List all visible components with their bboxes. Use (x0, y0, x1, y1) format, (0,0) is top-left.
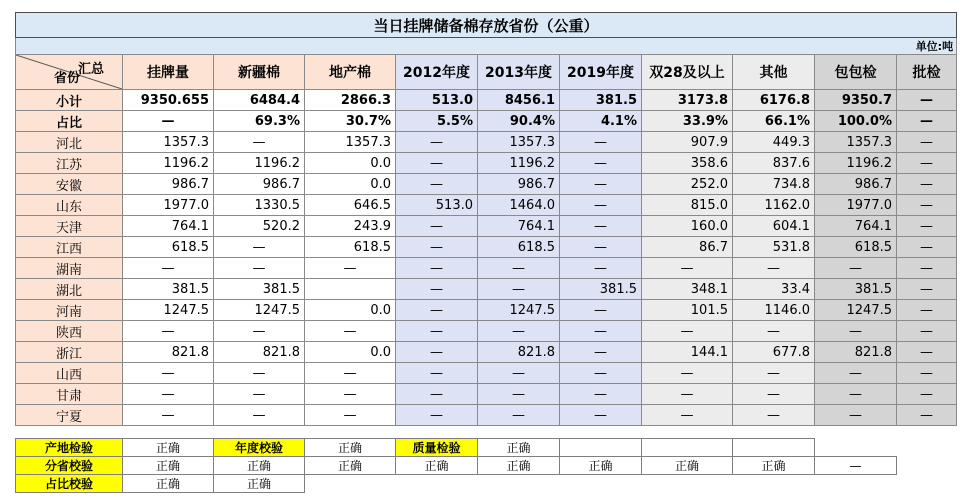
cell-listed: 1977.0 (123, 195, 214, 216)
cell-batch-check: — (897, 384, 957, 405)
row-label: 江西 (16, 237, 123, 258)
cell-batch-check: — (897, 216, 957, 237)
cell-bale-check: 986.7 (815, 174, 897, 195)
cell-xinjiang: — (214, 363, 305, 384)
col-header-xinjiang: 新疆棉 (214, 55, 305, 90)
cell-2012: — (396, 216, 478, 237)
row-label: 湖北 (16, 279, 123, 300)
cell-2019: — (560, 237, 642, 258)
cell-double28: 86.7 (642, 237, 733, 258)
cell-xinjiang: — (214, 132, 305, 153)
table-row (16, 153, 957, 174)
cell-batch-check: — (897, 321, 957, 342)
cell-xinjiang: — (214, 237, 305, 258)
origin-check-value: 正确 (123, 439, 214, 457)
subtotal-row (16, 90, 957, 111)
cell-2012: — (396, 237, 478, 258)
cell-2013: — (478, 405, 560, 426)
cell-listed: 986.7 (123, 174, 214, 195)
cell-xinjiang: — (214, 321, 305, 342)
cell-2012: — (396, 279, 478, 300)
cell-2019: 381.5 (560, 90, 642, 111)
cell-double28: 160.0 (642, 216, 733, 237)
row-label: 山东 (16, 195, 123, 216)
cell-2019: — (560, 174, 642, 195)
row-label: 安徽 (16, 174, 123, 195)
cell-listed: 1196.2 (123, 153, 214, 174)
cell-xinjiang: 6484.4 (214, 90, 305, 111)
province-check-value: 正确 (733, 457, 815, 475)
province-check-value: — (815, 457, 897, 475)
cell-bale-check: — (815, 405, 897, 426)
table-row (16, 174, 957, 195)
cell-batch-check: — (897, 237, 957, 258)
cell-2019: — (560, 195, 642, 216)
cell-local: — (305, 384, 396, 405)
cell-bale-check: 381.5 (815, 279, 897, 300)
table-title: 当日挂牌储备棉存放省份（公重） (16, 13, 957, 38)
cell-batch-check: — (897, 90, 957, 111)
cell-double28: 33.9% (642, 111, 733, 132)
cell-other: 1146.0 (733, 300, 815, 321)
cell-bale-check: 821.8 (815, 342, 897, 363)
row-label: 河南 (16, 300, 123, 321)
table-row (16, 300, 957, 321)
col-header-local: 地产棉 (305, 55, 396, 90)
cell-listed: — (123, 321, 214, 342)
cell-2012: — (396, 300, 478, 321)
cell-local: 0.0 (305, 174, 396, 195)
row-label: 山西 (16, 363, 123, 384)
cell-bale-check: 764.1 (815, 216, 897, 237)
corner-top-label: 汇总 (77, 62, 104, 77)
cell-2013: 764.1 (478, 216, 560, 237)
cell-2013: — (478, 363, 560, 384)
origin-check-label: 产地检验 (16, 439, 123, 457)
col-header-2013: 2013年度 (478, 55, 560, 90)
check-empty-cell (642, 439, 733, 457)
cell-batch-check: — (897, 300, 957, 321)
row-label: 天津 (16, 216, 123, 237)
cell-batch-check: — (897, 258, 957, 279)
cell-xinjiang: 821.8 (214, 342, 305, 363)
cell-local: 30.7% (305, 111, 396, 132)
cell-double28: 348.1 (642, 279, 733, 300)
table-row (16, 258, 957, 279)
cell-local: — (305, 363, 396, 384)
cell-double28: — (642, 405, 733, 426)
cell-listed: 381.5 (123, 279, 214, 300)
row-label: 浙江 (16, 342, 123, 363)
cell-listed: — (123, 363, 214, 384)
cell-local: 0.0 (305, 153, 396, 174)
cell-other: 837.6 (733, 153, 815, 174)
unit-label: 单位:吨 (16, 38, 957, 55)
province-check-value: 正确 (642, 457, 733, 475)
cell-2012: — (396, 384, 478, 405)
row-label: 占比 (16, 111, 123, 132)
cell-other: — (733, 321, 815, 342)
province-check-value: 正确 (560, 457, 642, 475)
cell-batch-check: — (897, 279, 957, 300)
col-header-double28: 双28及以上 (642, 55, 733, 90)
year-check-value: 正确 (305, 439, 396, 457)
cell-batch-check: — (897, 195, 957, 216)
cell-listed: — (123, 111, 214, 132)
cell-bale-check: 1196.2 (815, 153, 897, 174)
cell-2019: 381.5 (560, 279, 642, 300)
cell-xinjiang: 520.2 (214, 216, 305, 237)
cell-local: — (305, 405, 396, 426)
cell-local: 243.9 (305, 216, 396, 237)
cell-2019: — (560, 153, 642, 174)
cell-batch-check: — (897, 405, 957, 426)
cell-2019: — (560, 132, 642, 153)
cell-2019: — (560, 384, 642, 405)
cell-other: — (733, 384, 815, 405)
cell-2013: 8456.1 (478, 90, 560, 111)
cell-listed: 9350.655 (123, 90, 214, 111)
col-header-2019: 2019年度 (560, 55, 642, 90)
table-row (16, 384, 957, 405)
cell-local (305, 279, 396, 300)
row-label: 宁夏 (16, 405, 123, 426)
cell-2019: — (560, 300, 642, 321)
cell-2012: — (396, 174, 478, 195)
cell-other: 734.8 (733, 174, 815, 195)
province-check-value: 正确 (214, 457, 305, 475)
cell-listed: 821.8 (123, 342, 214, 363)
cell-batch-check: — (897, 132, 957, 153)
table-row (16, 342, 957, 363)
cell-other: 677.8 (733, 342, 815, 363)
cell-other: 66.1% (733, 111, 815, 132)
cell-xinjiang: 381.5 (214, 279, 305, 300)
cell-other: — (733, 258, 815, 279)
province-check-value: 正确 (478, 457, 560, 475)
cell-2013: 1357.3 (478, 132, 560, 153)
quality-check-value: 正确 (478, 439, 560, 457)
year-check-label: 年度校验 (214, 439, 305, 457)
cell-batch-check: — (897, 111, 957, 132)
cell-2012: — (396, 153, 478, 174)
table-row (16, 132, 957, 153)
cell-bale-check: 1247.5 (815, 300, 897, 321)
cell-2013: 821.8 (478, 342, 560, 363)
validation-table (15, 438, 957, 493)
cell-other: 33.4 (733, 279, 815, 300)
cell-bale-check: — (815, 258, 897, 279)
province-check-value: 正确 (305, 457, 396, 475)
cell-2019: — (560, 321, 642, 342)
col-header-batch-check: 批检 (897, 55, 957, 90)
cell-local: 0.0 (305, 300, 396, 321)
row-label: 湖南 (16, 258, 123, 279)
table-row (16, 195, 957, 216)
cell-listed: 1247.5 (123, 300, 214, 321)
cell-2019: — (560, 342, 642, 363)
cell-2012: — (396, 405, 478, 426)
cell-listed: 764.1 (123, 216, 214, 237)
cell-bale-check: 100.0% (815, 111, 897, 132)
check-empty-cell (560, 439, 642, 457)
ratio-row (16, 111, 957, 132)
cell-local: 1357.3 (305, 132, 396, 153)
table-row (16, 216, 957, 237)
table-row (16, 363, 957, 384)
cell-2013: — (478, 321, 560, 342)
cell-double28: 815.0 (642, 195, 733, 216)
cell-bale-check: 9350.7 (815, 90, 897, 111)
cell-batch-check: — (897, 174, 957, 195)
header-row (16, 55, 957, 90)
cell-other: — (733, 363, 815, 384)
cell-listed: — (123, 384, 214, 405)
cell-2019: — (560, 405, 642, 426)
cell-listed: 618.5 (123, 237, 214, 258)
province-check-label: 分省校验 (16, 457, 123, 475)
row-label: 江苏 (16, 153, 123, 174)
cell-2019: — (560, 258, 642, 279)
cell-bale-check: 618.5 (815, 237, 897, 258)
cell-2013: — (478, 258, 560, 279)
cell-2012: — (396, 342, 478, 363)
cell-2019: 4.1% (560, 111, 642, 132)
cell-2013: 1196.2 (478, 153, 560, 174)
cell-2013: — (478, 279, 560, 300)
cell-xinjiang: — (214, 405, 305, 426)
cell-2013: 618.5 (478, 237, 560, 258)
cell-xinjiang: 1247.5 (214, 300, 305, 321)
cell-double28: — (642, 363, 733, 384)
row-label: 甘肃 (16, 384, 123, 405)
col-header-other: 其他 (733, 55, 815, 90)
cell-2012: — (396, 321, 478, 342)
cell-2013: 1247.5 (478, 300, 560, 321)
col-header-bale-check: 包包检 (815, 55, 897, 90)
cell-2012: — (396, 363, 478, 384)
check-empty-cell (733, 439, 815, 457)
cell-listed: — (123, 405, 214, 426)
cell-other: 449.3 (733, 132, 815, 153)
cell-xinjiang: — (214, 384, 305, 405)
cell-2012: 513.0 (396, 90, 478, 111)
cell-xinjiang: 1330.5 (214, 195, 305, 216)
cell-double28: 252.0 (642, 174, 733, 195)
row-label: 陕西 (16, 321, 123, 342)
table-row (16, 321, 957, 342)
cell-other: 604.1 (733, 216, 815, 237)
table-row (16, 237, 957, 258)
cell-local: 646.5 (305, 195, 396, 216)
cell-local: 618.5 (305, 237, 396, 258)
cell-bale-check: 1977.0 (815, 195, 897, 216)
check-row-province (16, 457, 957, 475)
cell-listed: — (123, 258, 214, 279)
cell-other: 6176.8 (733, 90, 815, 111)
quality-check-label: 质量检验 (396, 439, 478, 457)
cell-double28: 144.1 (642, 342, 733, 363)
cell-double28: 358.6 (642, 153, 733, 174)
cell-local: — (305, 258, 396, 279)
cell-double28: — (642, 384, 733, 405)
corner-header (16, 55, 123, 90)
ratio-check-value: 正确 (123, 475, 214, 493)
col-header-2012: 2012年度 (396, 55, 478, 90)
cell-2012: — (396, 258, 478, 279)
row-label: 小计 (16, 90, 123, 111)
cell-2012: — (396, 132, 478, 153)
cell-local: 2866.3 (305, 90, 396, 111)
cell-2013: 90.4% (478, 111, 560, 132)
cell-2013: — (478, 384, 560, 405)
province-check-value: 正确 (123, 457, 214, 475)
province-check-value: 正确 (396, 457, 478, 475)
cell-xinjiang: 1196.2 (214, 153, 305, 174)
cell-other: 531.8 (733, 237, 815, 258)
cell-xinjiang: 986.7 (214, 174, 305, 195)
cell-2019: — (560, 216, 642, 237)
ratio-check-value: 正确 (214, 475, 305, 493)
cell-local: — (305, 321, 396, 342)
cell-bale-check: — (815, 363, 897, 384)
cell-other: — (733, 405, 815, 426)
cell-double28: 3173.8 (642, 90, 733, 111)
cell-2019: — (560, 363, 642, 384)
cell-2013: 1464.0 (478, 195, 560, 216)
cell-xinjiang: — (214, 258, 305, 279)
ratio-check-label: 占比校验 (16, 475, 123, 493)
cell-other: 1162.0 (733, 195, 815, 216)
cell-2012: 5.5% (396, 111, 478, 132)
cotton-storage-table (15, 12, 957, 426)
cell-bale-check: — (815, 321, 897, 342)
corner-bottom-label: 省份 (54, 71, 81, 86)
cell-2012: 513.0 (396, 195, 478, 216)
cell-bale-check: 1357.3 (815, 132, 897, 153)
cell-double28: 101.5 (642, 300, 733, 321)
col-header-listed: 挂牌量 (123, 55, 214, 90)
cell-2013: 986.7 (478, 174, 560, 195)
cell-double28: — (642, 321, 733, 342)
cell-xinjiang: 69.3% (214, 111, 305, 132)
table-row (16, 405, 957, 426)
cell-batch-check: — (897, 342, 957, 363)
cell-batch-check: — (897, 153, 957, 174)
table-row (16, 279, 957, 300)
cell-double28: 907.9 (642, 132, 733, 153)
cell-listed: 1357.3 (123, 132, 214, 153)
cell-local: 0.0 (305, 342, 396, 363)
cell-batch-check: — (897, 363, 957, 384)
check-row-ratio (16, 475, 957, 493)
cell-double28: — (642, 258, 733, 279)
check-row-origin (16, 439, 957, 457)
row-label: 河北 (16, 132, 123, 153)
cell-bale-check: — (815, 384, 897, 405)
